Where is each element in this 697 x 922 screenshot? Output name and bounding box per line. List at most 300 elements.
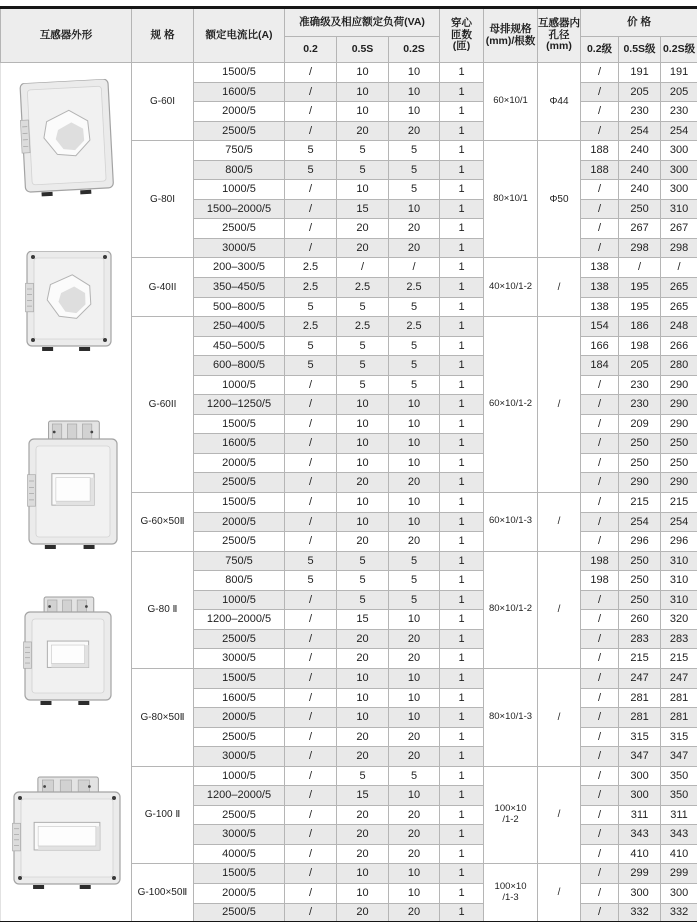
header-price-group: 价 格 bbox=[581, 8, 697, 37]
acc-02s-cell: 5 bbox=[389, 297, 440, 317]
price-02s-cell: 215 bbox=[661, 492, 697, 512]
price-05s-cell: 300 bbox=[619, 786, 661, 806]
ratio-cell: 4000/5 bbox=[194, 844, 285, 864]
acc-05s-cell: 15 bbox=[337, 610, 389, 630]
acc-02-cell: / bbox=[285, 434, 337, 454]
acc-02-cell: / bbox=[285, 199, 337, 219]
price-02s-cell: 343 bbox=[661, 825, 697, 845]
turns-cell: 1 bbox=[440, 82, 484, 102]
price-02s-cell: 281 bbox=[661, 708, 697, 728]
price-02-cell: / bbox=[581, 668, 619, 688]
acc-02-cell: / bbox=[285, 63, 337, 83]
ratio-cell: 2000/5 bbox=[194, 453, 285, 473]
price-02s-cell: 300 bbox=[661, 180, 697, 200]
price-05s-cell: 315 bbox=[619, 727, 661, 747]
ratio-cell: 2500/5 bbox=[194, 219, 285, 239]
price-02-cell: / bbox=[581, 688, 619, 708]
ratio-cell: 2500/5 bbox=[194, 805, 285, 825]
price-02-cell: / bbox=[581, 180, 619, 200]
price-02-cell: / bbox=[581, 590, 619, 610]
acc-02s-cell: 5 bbox=[389, 551, 440, 571]
price-05s-cell: 250 bbox=[619, 199, 661, 219]
turns-cell: 1 bbox=[440, 160, 484, 180]
price-02s-cell: 205 bbox=[661, 82, 697, 102]
turns-cell: 1 bbox=[440, 571, 484, 591]
busbar-line: /1-3 bbox=[502, 891, 519, 903]
header-ratio: 额定电流比(A) bbox=[194, 8, 285, 63]
acc-02s-cell: 5 bbox=[389, 160, 440, 180]
spec-table-body bbox=[1, 63, 697, 922]
price-02s-cell: 254 bbox=[661, 512, 697, 532]
acc-02s-cell: 10 bbox=[389, 414, 440, 434]
acc-02s-cell: 20 bbox=[389, 649, 440, 669]
price-02-cell: / bbox=[581, 844, 619, 864]
price-02-cell: / bbox=[581, 121, 619, 141]
acc-02-cell: / bbox=[285, 473, 337, 493]
ratio-cell: 2500/5 bbox=[194, 121, 285, 141]
acc-02s-cell: 10 bbox=[389, 453, 440, 473]
acc-05s-cell: 10 bbox=[337, 492, 389, 512]
ratio-cell: 1600/5 bbox=[194, 434, 285, 454]
turns-cell: 1 bbox=[440, 297, 484, 317]
price-05s-cell: 260 bbox=[619, 610, 661, 630]
acc-02-cell: / bbox=[285, 610, 337, 630]
spec-cell: G-80I bbox=[132, 141, 194, 258]
acc-05s-cell: 15 bbox=[337, 786, 389, 806]
price-05s-cell: 311 bbox=[619, 805, 661, 825]
ratio-cell: 1500/5 bbox=[194, 63, 285, 83]
acc-05s-cell: 20 bbox=[337, 473, 389, 493]
price-02-cell: / bbox=[581, 512, 619, 532]
acc-02s-cell: 20 bbox=[389, 238, 440, 258]
ratio-cell: 750/5 bbox=[194, 551, 285, 571]
price-05s-cell: 267 bbox=[619, 219, 661, 239]
ct-photo-g40ii bbox=[24, 251, 114, 356]
ratio-cell: 500–800/5 bbox=[194, 297, 285, 317]
acc-02s-cell: 10 bbox=[389, 884, 440, 904]
price-02s-cell: 315 bbox=[661, 727, 697, 747]
acc-02-cell: / bbox=[285, 238, 337, 258]
acc-02s-cell: 5 bbox=[389, 356, 440, 376]
spec-cell: G-60I bbox=[132, 63, 194, 141]
price-05s-cell: 410 bbox=[619, 844, 661, 864]
header-price-05s: 0.5S级 bbox=[619, 37, 661, 63]
ratio-cell: 350–450/5 bbox=[194, 278, 285, 298]
busbar-cell bbox=[484, 766, 538, 864]
price-02s-cell: 230 bbox=[661, 102, 697, 122]
acc-05s-cell: 20 bbox=[337, 121, 389, 141]
price-02s-cell: 215 bbox=[661, 649, 697, 669]
turns-cell: 1 bbox=[440, 766, 484, 786]
header-acc-02s: 0.2S bbox=[389, 37, 440, 63]
turns-cell: 1 bbox=[440, 219, 484, 239]
acc-02-cell: / bbox=[285, 708, 337, 728]
acc-05s-cell: 10 bbox=[337, 434, 389, 454]
acc-02s-cell: 5 bbox=[389, 766, 440, 786]
price-05s-cell: 250 bbox=[619, 571, 661, 591]
turns-cell: 1 bbox=[440, 102, 484, 122]
acc-05s-cell: 20 bbox=[337, 903, 389, 922]
price-02-cell: / bbox=[581, 473, 619, 493]
turns-cell: 1 bbox=[440, 375, 484, 395]
acc-02s-cell: 20 bbox=[389, 747, 440, 767]
acc-02-cell: 5 bbox=[285, 356, 337, 376]
ratio-cell: 2000/5 bbox=[194, 102, 285, 122]
price-02s-cell: 310 bbox=[661, 199, 697, 219]
price-02-cell: / bbox=[581, 805, 619, 825]
price-05s-cell: 215 bbox=[619, 649, 661, 669]
turns-cell: 1 bbox=[440, 258, 484, 278]
acc-05s-cell: 10 bbox=[337, 708, 389, 728]
price-02-cell: 154 bbox=[581, 317, 619, 337]
price-02s-cell: 290 bbox=[661, 414, 697, 434]
turns-cell: 1 bbox=[440, 708, 484, 728]
spec-cell: G-100×50Ⅱ bbox=[132, 864, 194, 922]
acc-05s-cell: 20 bbox=[337, 649, 389, 669]
price-05s-cell: 191 bbox=[619, 63, 661, 83]
price-02-cell: / bbox=[581, 786, 619, 806]
acc-02-cell: / bbox=[285, 668, 337, 688]
acc-02s-cell: 2.5 bbox=[389, 317, 440, 337]
busbar-line: 100×10 bbox=[494, 803, 527, 815]
acc-05s-cell: 5 bbox=[337, 141, 389, 161]
header-busbar bbox=[484, 8, 538, 63]
busbar-line: 80×10/1-3 bbox=[488, 710, 533, 722]
acc-02-cell: 5 bbox=[285, 141, 337, 161]
price-02-cell: 198 bbox=[581, 551, 619, 571]
ratio-cell: 1200–2000/5 bbox=[194, 610, 285, 630]
acc-02-cell: / bbox=[285, 844, 337, 864]
price-02-cell: 138 bbox=[581, 278, 619, 298]
acc-02s-cell: 10 bbox=[389, 199, 440, 219]
ratio-cell: 1500/5 bbox=[194, 668, 285, 688]
bore-cell: / bbox=[538, 864, 581, 922]
ratio-cell: 2500/5 bbox=[194, 473, 285, 493]
acc-02-cell: / bbox=[285, 629, 337, 649]
ratio-cell: 2000/5 bbox=[194, 708, 285, 728]
acc-02-cell: 5 bbox=[285, 336, 337, 356]
header-turns-line2: 匝数 bbox=[451, 28, 473, 41]
price-05s-cell: 209 bbox=[619, 414, 661, 434]
acc-05s-cell: 5 bbox=[337, 160, 389, 180]
acc-02-cell: / bbox=[285, 590, 337, 610]
price-02s-cell: 248 bbox=[661, 317, 697, 337]
price-05s-cell: 281 bbox=[619, 708, 661, 728]
turns-cell: 1 bbox=[440, 512, 484, 532]
bore-cell: / bbox=[538, 258, 581, 317]
turns-cell: 1 bbox=[440, 317, 484, 337]
turns-cell: 1 bbox=[440, 199, 484, 219]
ratio-cell: 1500–2000/5 bbox=[194, 199, 285, 219]
ratio-cell: 1600/5 bbox=[194, 82, 285, 102]
price-02-cell: 188 bbox=[581, 141, 619, 161]
acc-02-cell: 2.5 bbox=[285, 258, 337, 278]
price-02s-cell: 266 bbox=[661, 336, 697, 356]
acc-05s-cell: 10 bbox=[337, 102, 389, 122]
turns-cell: 1 bbox=[440, 395, 484, 415]
price-05s-cell: 290 bbox=[619, 473, 661, 493]
turns-cell: 1 bbox=[440, 492, 484, 512]
acc-02-cell: / bbox=[285, 102, 337, 122]
ratio-cell: 1000/5 bbox=[194, 375, 285, 395]
ratio-cell: 2000/5 bbox=[194, 884, 285, 904]
acc-05s-cell: 10 bbox=[337, 180, 389, 200]
acc-02s-cell: 10 bbox=[389, 610, 440, 630]
acc-02s-cell: 20 bbox=[389, 629, 440, 649]
acc-05s-cell: 5 bbox=[337, 766, 389, 786]
acc-02s-cell: 20 bbox=[389, 844, 440, 864]
acc-02s-cell: 10 bbox=[389, 864, 440, 884]
price-02s-cell: 410 bbox=[661, 844, 697, 864]
acc-05s-cell: 20 bbox=[337, 805, 389, 825]
acc-02s-cell: 10 bbox=[389, 512, 440, 532]
ct-spec-table bbox=[0, 6, 697, 922]
price-02-cell: / bbox=[581, 492, 619, 512]
turns-cell: 1 bbox=[440, 884, 484, 904]
acc-02-cell: / bbox=[285, 747, 337, 767]
price-02-cell: 138 bbox=[581, 297, 619, 317]
header-bore-line1: 互感器内 bbox=[538, 16, 581, 29]
price-02-cell: / bbox=[581, 708, 619, 728]
price-02-cell: / bbox=[581, 825, 619, 845]
table-row bbox=[1, 63, 697, 83]
ct-photo-g60i-g80i bbox=[17, 79, 117, 203]
acc-02-cell: / bbox=[285, 766, 337, 786]
turns-cell: 1 bbox=[440, 629, 484, 649]
turns-cell: 1 bbox=[440, 453, 484, 473]
price-05s-cell: / bbox=[619, 258, 661, 278]
price-02s-cell: 254 bbox=[661, 121, 697, 141]
acc-05s-cell: 20 bbox=[337, 629, 389, 649]
turns-cell: 1 bbox=[440, 141, 484, 161]
turns-cell: 1 bbox=[440, 727, 484, 747]
turns-cell: 1 bbox=[440, 121, 484, 141]
price-05s-cell: 298 bbox=[619, 238, 661, 258]
ratio-cell: 1200–2000/5 bbox=[194, 786, 285, 806]
price-02s-cell: 300 bbox=[661, 884, 697, 904]
bore-cell: / bbox=[538, 551, 581, 668]
price-05s-cell: 254 bbox=[619, 512, 661, 532]
price-02-cell: / bbox=[581, 903, 619, 922]
price-02s-cell: 320 bbox=[661, 610, 697, 630]
spec-cell: G-80 Ⅱ bbox=[132, 551, 194, 668]
acc-02s-cell: 5 bbox=[389, 141, 440, 161]
acc-02s-cell: 10 bbox=[389, 63, 440, 83]
turns-cell: 1 bbox=[440, 825, 484, 845]
acc-02-cell: / bbox=[285, 82, 337, 102]
acc-02-cell: / bbox=[285, 864, 337, 884]
busbar-line: 100×10 bbox=[494, 881, 527, 892]
price-05s-cell: 240 bbox=[619, 180, 661, 200]
header-accuracy-group: 准确级及相应额定负荷(VA) bbox=[285, 8, 440, 37]
ratio-cell: 1600/5 bbox=[194, 688, 285, 708]
acc-02-cell: 5 bbox=[285, 571, 337, 591]
acc-05s-cell: 20 bbox=[337, 825, 389, 845]
acc-05s-cell: 10 bbox=[337, 82, 389, 102]
acc-02-cell: / bbox=[285, 512, 337, 532]
ratio-cell: 800/5 bbox=[194, 571, 285, 591]
bore-cell: / bbox=[538, 492, 581, 551]
price-02s-cell: 250 bbox=[661, 434, 697, 454]
turns-cell: 1 bbox=[440, 180, 484, 200]
price-05s-cell: 240 bbox=[619, 141, 661, 161]
acc-02-cell: / bbox=[285, 492, 337, 512]
price-02-cell: / bbox=[581, 102, 619, 122]
price-02s-cell: 283 bbox=[661, 629, 697, 649]
bore-cell: Φ44 bbox=[538, 63, 581, 141]
price-02s-cell: 300 bbox=[661, 141, 697, 161]
acc-02-cell: 5 bbox=[285, 160, 337, 180]
ratio-cell: 3000/5 bbox=[194, 747, 285, 767]
ratio-cell: 1000/5 bbox=[194, 180, 285, 200]
acc-02s-cell: 20 bbox=[389, 121, 440, 141]
header-spec: 规 格 bbox=[132, 8, 194, 63]
turns-cell: 1 bbox=[440, 805, 484, 825]
header-bore-line2: 孔径(mm) bbox=[546, 28, 572, 53]
price-02-cell: / bbox=[581, 884, 619, 904]
bore-cell: Φ50 bbox=[538, 141, 581, 258]
turns-cell: 1 bbox=[440, 844, 484, 864]
turns-cell: 1 bbox=[440, 532, 484, 552]
acc-02-cell: / bbox=[285, 219, 337, 239]
spec-cell: G-60×50Ⅱ bbox=[132, 492, 194, 551]
acc-02-cell: / bbox=[285, 180, 337, 200]
header-acc-02: 0.2 bbox=[285, 37, 337, 63]
acc-02s-cell: 10 bbox=[389, 82, 440, 102]
bore-cell: / bbox=[538, 766, 581, 864]
busbar-cell bbox=[484, 141, 538, 258]
acc-02-cell: / bbox=[285, 395, 337, 415]
acc-02s-cell: 10 bbox=[389, 786, 440, 806]
turns-cell: 1 bbox=[440, 278, 484, 298]
price-05s-cell: 300 bbox=[619, 766, 661, 786]
turns-cell: 1 bbox=[440, 356, 484, 376]
acc-05s-cell: 10 bbox=[337, 512, 389, 532]
price-02s-cell: 350 bbox=[661, 786, 697, 806]
busbar-line: 80×10/1-2 bbox=[488, 603, 533, 615]
acc-05s-cell: 10 bbox=[337, 884, 389, 904]
table-header bbox=[1, 8, 697, 63]
acc-02s-cell: 20 bbox=[389, 727, 440, 747]
acc-02s-cell: 10 bbox=[389, 492, 440, 512]
price-02s-cell: 296 bbox=[661, 532, 697, 552]
acc-05s-cell: 20 bbox=[337, 727, 389, 747]
ratio-cell: 3000/5 bbox=[194, 649, 285, 669]
price-05s-cell: 247 bbox=[619, 668, 661, 688]
price-02-cell: / bbox=[581, 649, 619, 669]
price-05s-cell: 230 bbox=[619, 102, 661, 122]
price-05s-cell: 299 bbox=[619, 864, 661, 884]
price-05s-cell: 296 bbox=[619, 532, 661, 552]
price-02-cell: / bbox=[581, 629, 619, 649]
price-05s-cell: 347 bbox=[619, 747, 661, 767]
acc-02-cell: / bbox=[285, 453, 337, 473]
price-05s-cell: 281 bbox=[619, 688, 661, 708]
price-02-cell: 188 bbox=[581, 160, 619, 180]
turns-cell: 1 bbox=[440, 414, 484, 434]
acc-02-cell: / bbox=[285, 825, 337, 845]
price-02-cell: / bbox=[581, 414, 619, 434]
turns-cell: 1 bbox=[440, 668, 484, 688]
acc-02s-cell: 5 bbox=[389, 375, 440, 395]
ratio-cell: 1500/5 bbox=[194, 414, 285, 434]
price-02s-cell: 267 bbox=[661, 219, 697, 239]
price-02-cell: / bbox=[581, 395, 619, 415]
price-02-cell: / bbox=[581, 610, 619, 630]
acc-02-cell: / bbox=[285, 414, 337, 434]
price-02s-cell: 299 bbox=[661, 864, 697, 884]
turns-cell: 1 bbox=[440, 336, 484, 356]
acc-02s-cell: 20 bbox=[389, 805, 440, 825]
price-02s-cell: 191 bbox=[661, 63, 697, 83]
acc-05s-cell: 10 bbox=[337, 395, 389, 415]
header-shape: 互感器外形 bbox=[1, 8, 132, 63]
acc-02-cell: 5 bbox=[285, 297, 337, 317]
acc-02s-cell: 5 bbox=[389, 571, 440, 591]
price-02s-cell: 265 bbox=[661, 297, 697, 317]
price-05s-cell: 230 bbox=[619, 395, 661, 415]
acc-05s-cell: 20 bbox=[337, 238, 389, 258]
acc-05s-cell: 5 bbox=[337, 336, 389, 356]
busbar-cell bbox=[484, 258, 538, 317]
busbar-cell bbox=[484, 864, 538, 922]
price-02s-cell: 332 bbox=[661, 903, 697, 922]
price-02-cell: / bbox=[581, 219, 619, 239]
price-02-cell: 166 bbox=[581, 336, 619, 356]
header-busbar-line1: 母排规格 bbox=[489, 22, 532, 35]
turns-cell: 1 bbox=[440, 786, 484, 806]
acc-02s-cell: 20 bbox=[389, 903, 440, 922]
acc-05s-cell: 20 bbox=[337, 219, 389, 239]
price-05s-cell: 343 bbox=[619, 825, 661, 845]
ratio-cell: 1000/5 bbox=[194, 590, 285, 610]
header-acc-05s: 0.5S bbox=[337, 37, 389, 63]
price-05s-cell: 250 bbox=[619, 551, 661, 571]
turns-cell: 1 bbox=[440, 590, 484, 610]
price-02s-cell: 290 bbox=[661, 473, 697, 493]
header-price-02: 0.2级 bbox=[581, 37, 619, 63]
price-05s-cell: 186 bbox=[619, 317, 661, 337]
acc-02s-cell: 2.5 bbox=[389, 278, 440, 298]
turns-cell: 1 bbox=[440, 473, 484, 493]
price-05s-cell: 240 bbox=[619, 160, 661, 180]
price-05s-cell: 195 bbox=[619, 297, 661, 317]
busbar-cell bbox=[484, 492, 538, 551]
price-02-cell: / bbox=[581, 199, 619, 219]
header-busbar-line2: (mm)/根数 bbox=[485, 34, 536, 47]
busbar-line: 60×10/1-2 bbox=[488, 398, 533, 410]
turns-cell: 1 bbox=[440, 238, 484, 258]
acc-02-cell: / bbox=[285, 786, 337, 806]
turns-cell: 1 bbox=[440, 903, 484, 922]
price-02-cell: / bbox=[581, 434, 619, 454]
price-02-cell: / bbox=[581, 238, 619, 258]
acc-02s-cell: 20 bbox=[389, 825, 440, 845]
ratio-cell: 2500/5 bbox=[194, 532, 285, 552]
ratio-cell: 450–500/5 bbox=[194, 336, 285, 356]
acc-05s-cell: 10 bbox=[337, 63, 389, 83]
acc-02s-cell: 10 bbox=[389, 434, 440, 454]
price-05s-cell: 205 bbox=[619, 356, 661, 376]
bore-cell: / bbox=[538, 668, 581, 766]
ratio-cell: 2000/5 bbox=[194, 512, 285, 532]
acc-02s-cell: 20 bbox=[389, 219, 440, 239]
turns-cell: 1 bbox=[440, 688, 484, 708]
price-02s-cell: 300 bbox=[661, 160, 697, 180]
acc-05s-cell: 10 bbox=[337, 414, 389, 434]
price-05s-cell: 250 bbox=[619, 453, 661, 473]
price-05s-cell: 230 bbox=[619, 375, 661, 395]
